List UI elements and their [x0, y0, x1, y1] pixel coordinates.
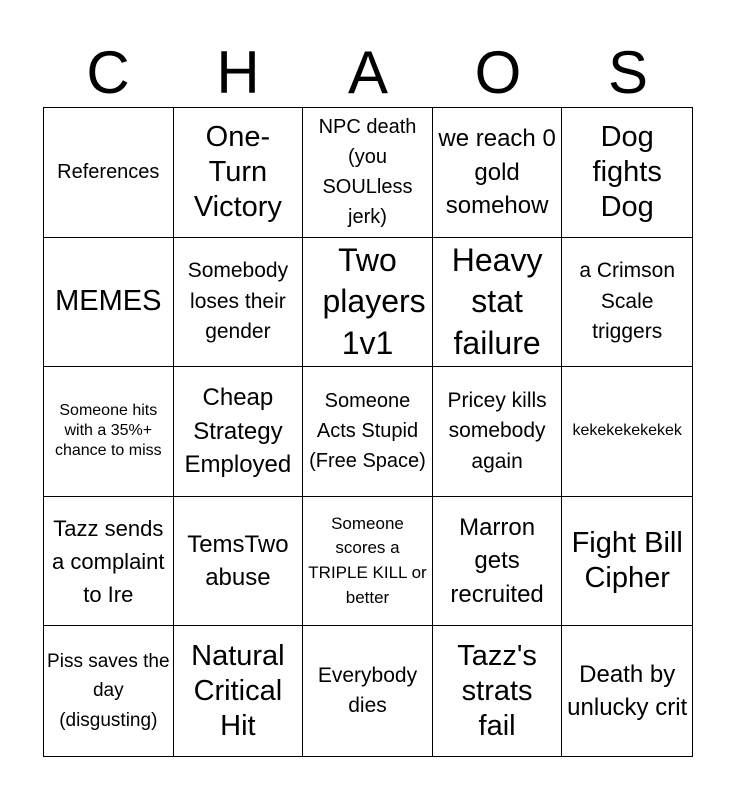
cell-text: Marron gets recruited	[450, 513, 544, 608]
cell-text: Piss saves the day (disgusting)	[47, 651, 170, 731]
bingo-cell[interactable]	[44, 108, 174, 238]
cell-text: Tazz's strats fail	[457, 640, 537, 742]
bingo-cell[interactable]	[174, 108, 304, 238]
bingo-board	[43, 107, 693, 757]
bingo-cell[interactable]	[303, 238, 433, 368]
cell-text: Death by unlucky crit	[567, 660, 688, 722]
cell-text: One-Turn Victory	[193, 121, 282, 223]
cell-text: Pricey kills somebody again	[447, 388, 547, 473]
bingo-cell[interactable]	[44, 367, 174, 497]
header-letter-h: H	[216, 39, 260, 106]
bingo-cell[interactable]	[303, 108, 433, 238]
cell-text: Someone Acts Stupid (Free Space)	[309, 390, 426, 473]
bingo-cell[interactable]	[562, 626, 692, 756]
header-letter-o: O	[474, 39, 522, 106]
bingo-cell[interactable]	[174, 626, 304, 756]
bingo-cell[interactable]	[44, 497, 174, 627]
bingo-cell[interactable]	[44, 626, 174, 756]
header-letter-c: C	[86, 39, 130, 106]
bingo-cell[interactable]	[562, 108, 692, 238]
cell-text: kekekekekekek	[572, 422, 682, 440]
cell-text: Somebody loses their gender	[187, 259, 289, 344]
bingo-cell[interactable]	[433, 108, 563, 238]
cell-text: Heavy stat failure	[451, 241, 543, 361]
bingo-cell[interactable]	[562, 497, 692, 627]
header-letter-a: A	[347, 39, 389, 106]
cell-text: Fight Bill Cipher	[571, 527, 683, 595]
bingo-cell[interactable]	[303, 626, 433, 756]
bingo-cell[interactable]	[44, 238, 174, 368]
cell-text: TemsTwo abuse	[187, 530, 289, 592]
header-letter-s: S	[607, 39, 649, 106]
bingo-cell[interactable]	[433, 238, 563, 368]
bingo-cell[interactable]	[303, 497, 433, 627]
cell-text: MEMES	[55, 285, 162, 318]
bingo-cell[interactable]	[174, 367, 304, 497]
cell-text: Someone scores a TRIPLE KILL or better	[308, 513, 427, 607]
cell-text: References	[57, 161, 160, 184]
bingo-cell[interactable]	[174, 497, 304, 627]
board-header	[43, 38, 693, 108]
cell-text: Someone hits with a 35%+ chance to miss	[54, 402, 162, 460]
cell-text: Cheap Strategy Employed	[184, 384, 292, 479]
cell-text: Everybody dies	[317, 663, 418, 718]
bingo-cell[interactable]	[174, 238, 304, 368]
bingo-cell[interactable]	[433, 497, 563, 627]
cell-text: Natural Critical Hit	[191, 640, 285, 742]
bingo-cell[interactable]	[562, 238, 692, 368]
bingo-cell[interactable]	[433, 626, 563, 756]
cell-text: NPC death (you SOULless jerk)	[318, 116, 417, 229]
cell-text: Tazz sends a complaint to Ire	[52, 515, 165, 607]
cell-text: Two players 1v1	[322, 241, 426, 361]
cell-text: Dog fights Dog	[592, 121, 662, 223]
cell-text: a Crimson Scale triggers	[579, 259, 676, 344]
cell-text: we reach 0 gold somehow	[438, 124, 556, 220]
bingo-cell[interactable]	[303, 367, 433, 497]
bingo-cell[interactable]	[433, 367, 563, 497]
bingo-cell[interactable]	[562, 367, 692, 497]
